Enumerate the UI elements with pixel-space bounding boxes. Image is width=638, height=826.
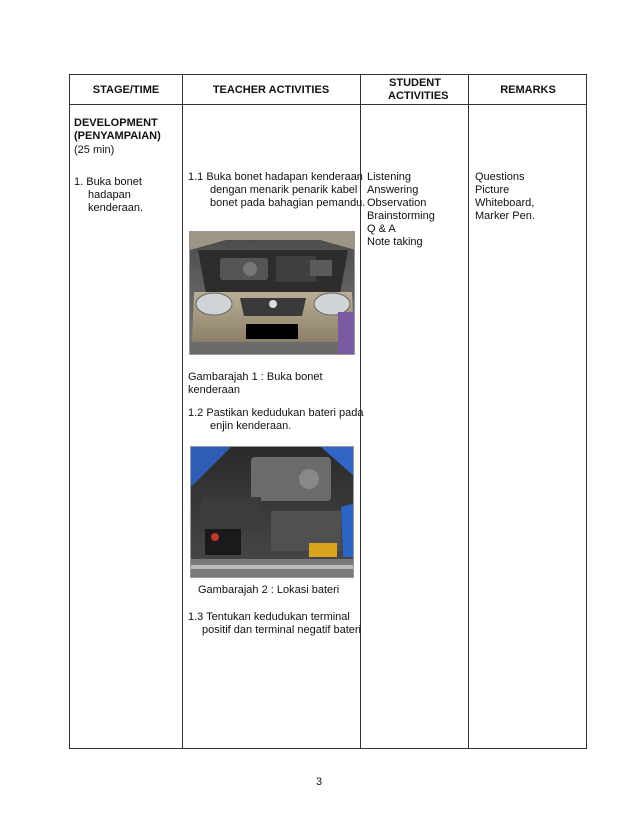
column-divider-3 [468,75,469,748]
header-student-activities: STUDENT ACTIVITIES [388,77,449,102]
stage-step: 1. Buka bonet hadapan kenderaan. [74,176,144,214]
student-activity-item: Observation [367,197,427,209]
header-divider [70,104,586,105]
photo-2-caption: Gambarajah 2 : Lokasi bateri [198,584,340,596]
header-stage-time: STAGE/TIME [92,84,160,96]
student-activity-item: Listening [367,171,412,183]
student-activity-item: Brainstorming [367,210,435,222]
student-activities-list [367,171,435,249]
page-number: 3 [315,776,323,788]
teacher-step-1: 1.1 Buka bonet hadapan kenderaan dengan menarik penarik kabel bonet pada bahagian pemandu. [188,171,366,209]
photo-1-caption: Gambarajah 1 : Buka bonet kenderaan [188,371,323,396]
stage-subtitle: (PENYAMPAIAN) [74,130,161,142]
student-activity-item: Q & A [367,223,396,235]
teacher-step-2: 1.2 Pastikan kedudukan bateri pada enjin kenderaan. [188,407,364,432]
car-bonnet-photo [189,231,355,355]
stage-time: (25 min) [74,144,115,156]
lesson-plan-table [69,74,587,749]
remark-item: Whiteboard, [475,197,535,209]
teacher-step-3: 1.3 Tentukan kedudukan terminal positif dan terminal negatif bateri [188,611,361,636]
remark-item: Questions [475,171,525,183]
remark-item: Marker Pen. [475,210,535,222]
engine-battery-photo [190,446,354,578]
column-divider-1 [182,75,183,748]
stage-title: DEVELOPMENT [74,117,158,129]
header-teacher-activities: TEACHER ACTIVITIES [212,84,330,96]
student-activity-item: Answering [367,184,419,196]
header-remarks: REMARKS [500,84,556,96]
remarks-list [475,171,535,223]
student-activity-item: Note taking [367,236,423,248]
remark-item: Picture [475,184,510,196]
